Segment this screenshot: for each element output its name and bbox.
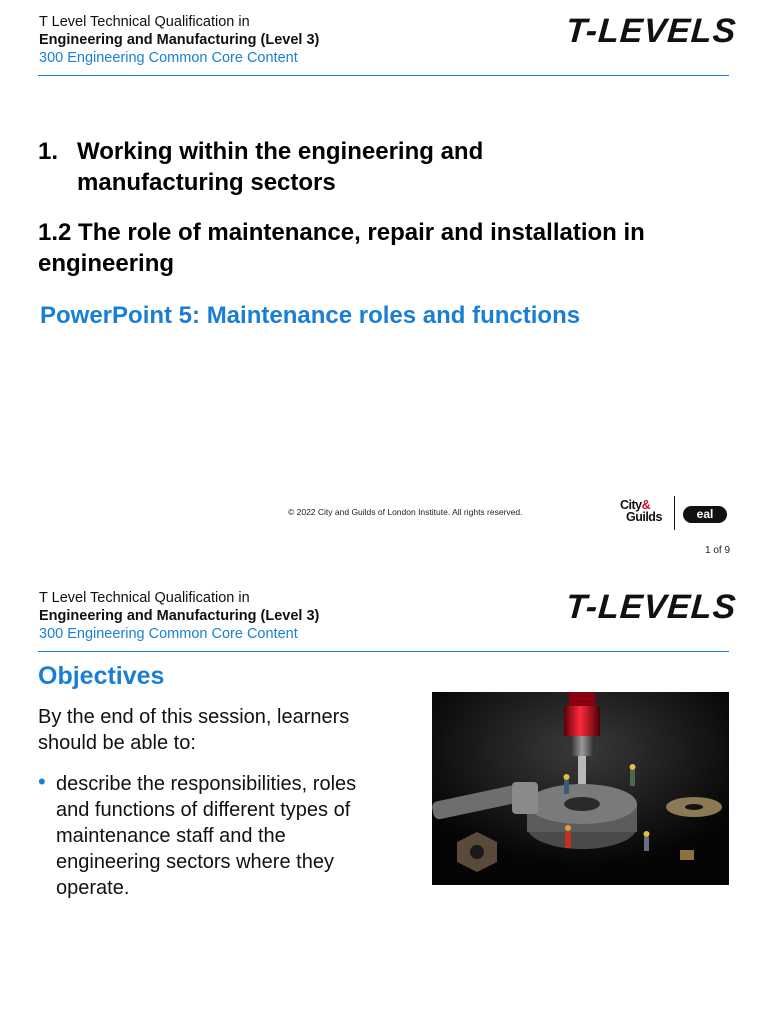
header-divider — [38, 75, 729, 76]
cg-logo-city: City — [620, 498, 642, 512]
t-levels-logo: T-LEVELS — [564, 588, 738, 626]
bullet-text: describe the responsibilities, roles and functions of different types of maintenance staff and the engineering sectors where they operate. — [56, 773, 357, 899]
photo-illustration — [432, 692, 729, 885]
section-number: 1. — [38, 138, 59, 165]
cg-logo-guilds: Guilds — [626, 510, 662, 524]
header-divider — [38, 651, 729, 652]
city-and-guilds-logo — [620, 499, 668, 523]
page-number: 1 of 9 — [705, 545, 731, 556]
header-line-3: 300 Engineering Common Core Content — [39, 626, 298, 642]
subsection-title: 1.2 The role of maintenance, repair and installation in engineering — [38, 219, 645, 277]
cg-logo-amp: & — [641, 498, 651, 512]
objectives-intro: By the end of this session, learners should be able to: — [38, 706, 350, 754]
header-line-1: T Level Technical Qualification in — [39, 590, 250, 606]
header-line-3: 300 Engineering Common Core Content — [39, 50, 298, 66]
section-title: Working within the engineering and manufacturing sectors — [77, 138, 484, 196]
header-line-2: Engineering and Manufacturing (Level 3) — [39, 32, 320, 48]
header-line-2: Engineering and Manufacturing (Level 3) — [39, 608, 320, 624]
logo-divider — [674, 496, 675, 530]
maintenance-workers-photo — [432, 692, 729, 885]
t-levels-logo: T-LEVELS — [564, 12, 738, 50]
list-item — [38, 771, 388, 901]
objectives-bullet-list — [38, 771, 388, 901]
powerpoint-title: PowerPoint 5: Maintenance roles and functions — [40, 302, 581, 329]
eal-logo: eal — [683, 506, 727, 523]
header-line-1: T Level Technical Qualification in — [39, 14, 250, 30]
objectives-title: Objectives — [38, 662, 165, 690]
bullet-dot-icon: • — [38, 769, 46, 794]
copyright-notice: © 2022 City and Guilds of London Institute. All rights reserved. — [288, 507, 523, 517]
